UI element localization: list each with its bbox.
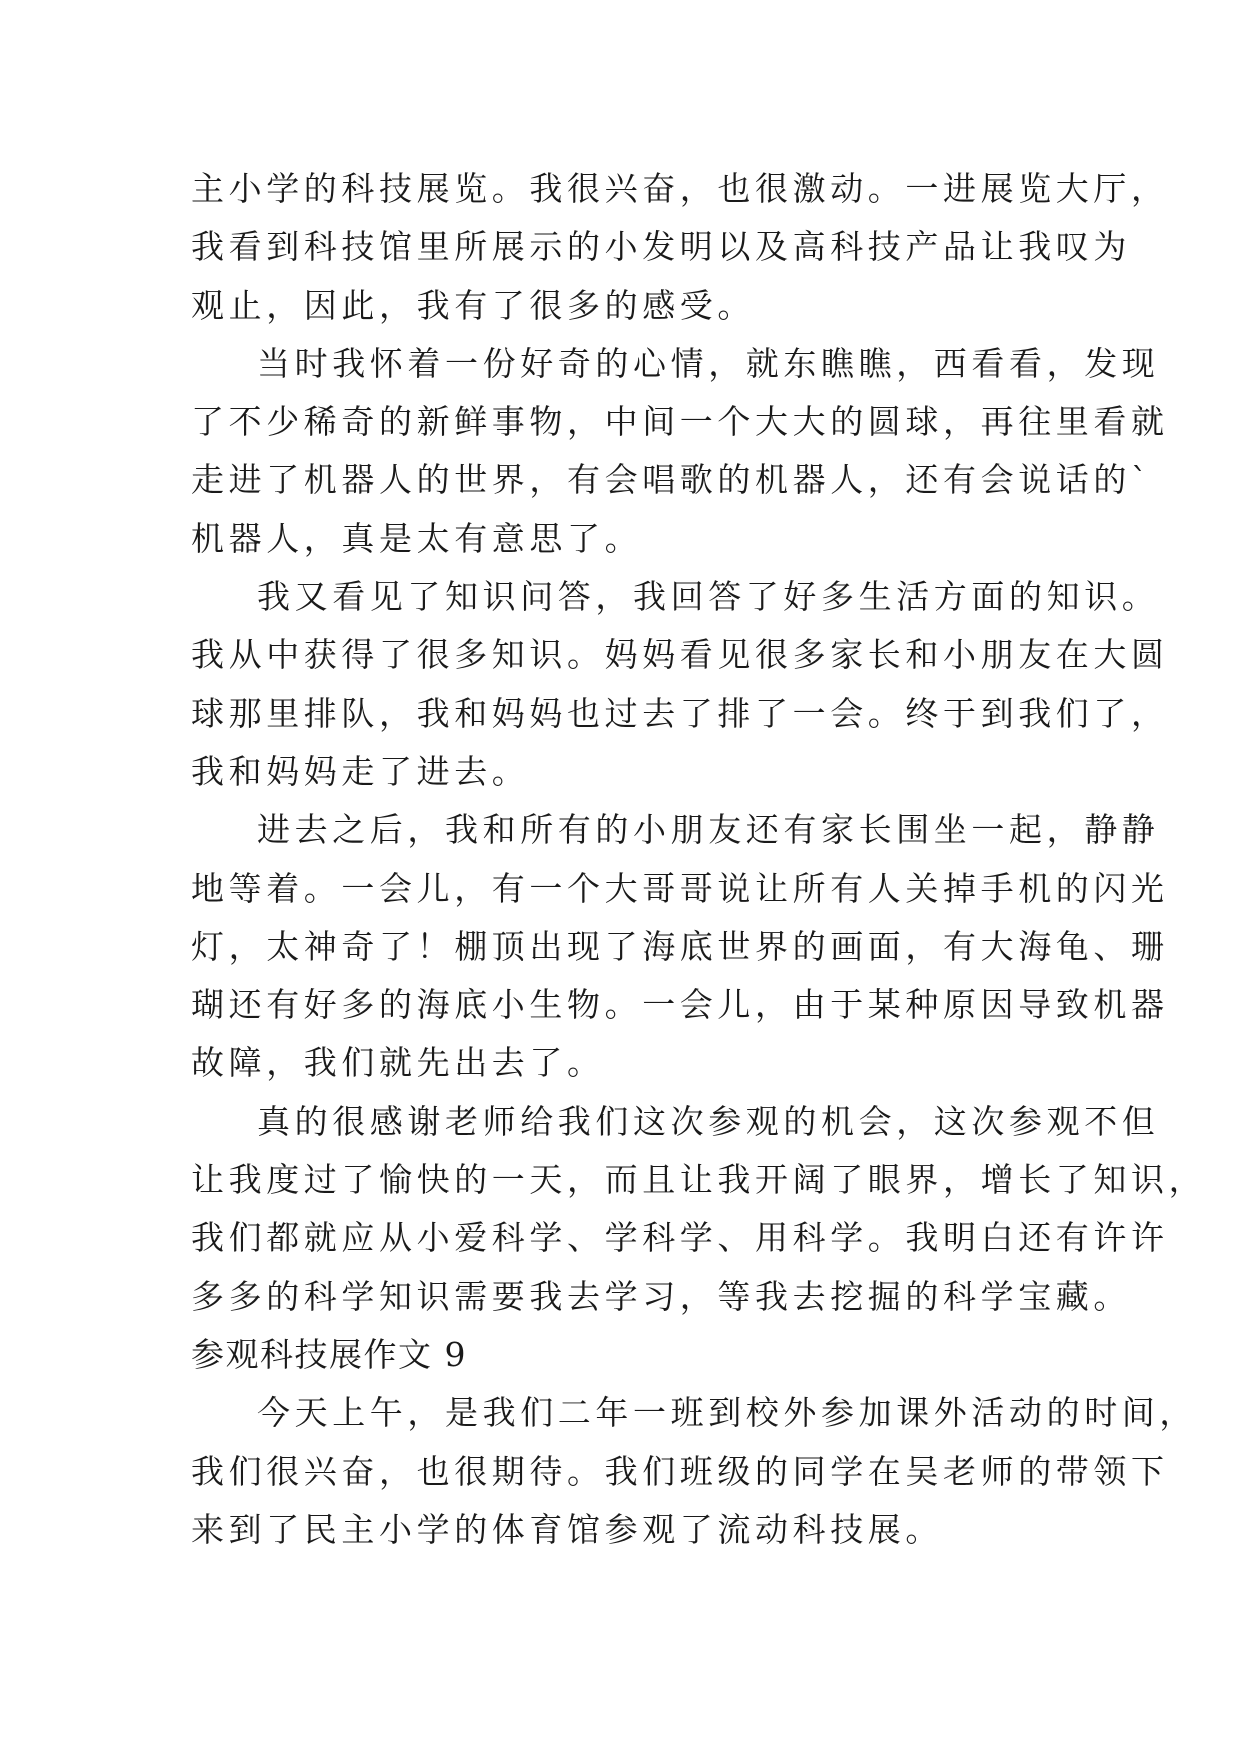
text-line: 了不少稀奇的新鲜事物，中间一个大大的圆球，再往里看就 bbox=[191, 402, 1169, 442]
paragraph-start-line: 我又看见了知识问答，我回答了好多生活方面的知识。 bbox=[257, 577, 1160, 617]
paragraph-start-line: 真的很感谢老师给我们这次参观的机会，这次参观不但 bbox=[257, 1101, 1160, 1141]
text-line: 主小学的科技展览。我很兴奋，也很激动。一进展览大厅， bbox=[191, 169, 1169, 208]
text-line: 我看到科技馆里所展示的小发明以及高科技产品让我叹为 bbox=[191, 227, 1131, 267]
text-line: 观止，因此，我有了很多的感受。 bbox=[191, 285, 755, 325]
text-line: 来到了民主小学的体育馆参观了流动科技展。 bbox=[191, 1509, 943, 1549]
document-body bbox=[191, 160, 1207, 1559]
paragraph-start-line: 当时我怀着一份好奇的心情，就东瞧瞧，西看看，发现 bbox=[257, 343, 1160, 383]
text-line: 灯，太神奇了！棚顶出现了海底世界的画面，有大海龟、珊 bbox=[191, 926, 1169, 966]
text-line: 让我度过了愉快的一天，而且让我开阔了眼界，增长了知识， bbox=[191, 1160, 1207, 1200]
text-line: 走进了机器人的世界，有会唱歌的机器人，还有会说话的` bbox=[191, 460, 1153, 500]
text-line: 瑚还有好多的海底小生物。一会儿，由于某种原因导致机器 bbox=[191, 985, 1169, 1025]
text-line: 我们很兴奋，也很期待。我们班级的同学在吴老师的带领下 bbox=[191, 1451, 1169, 1491]
text-line: 我们都就应从小爱科学、学科学、用科学。我明白还有许许 bbox=[191, 1218, 1169, 1258]
text-line: 机器人，真是太有意思了。 bbox=[191, 518, 643, 558]
text-line: 多多的科学知识需要我去学习，等我去挖掘的科学宝藏。 bbox=[191, 1276, 1131, 1316]
text-line: 地等着。一会儿，有一个大哥哥说让所有人关掉手机的闪光 bbox=[191, 868, 1169, 908]
paragraph-start-line: 进去之后，我和所有的小朋友还有家长围坐一起，静静 bbox=[257, 810, 1160, 850]
section-title: 参观科技展作文 9 bbox=[191, 1334, 467, 1374]
text-line: 故障，我们就先出去了。 bbox=[191, 1043, 605, 1083]
paragraph-start-line: 今天上午，是我们二年一班到校外参加课外活动的时间， bbox=[257, 1393, 1197, 1433]
text-line: 球那里排队，我和妈妈也过去了排了一会。终于到我们了， bbox=[191, 693, 1169, 733]
text-line: 我从中获得了很多知识。妈妈看见很多家长和小朋友在大圆 bbox=[191, 635, 1169, 675]
text-line: 我和妈妈走了进去。 bbox=[191, 751, 530, 791]
